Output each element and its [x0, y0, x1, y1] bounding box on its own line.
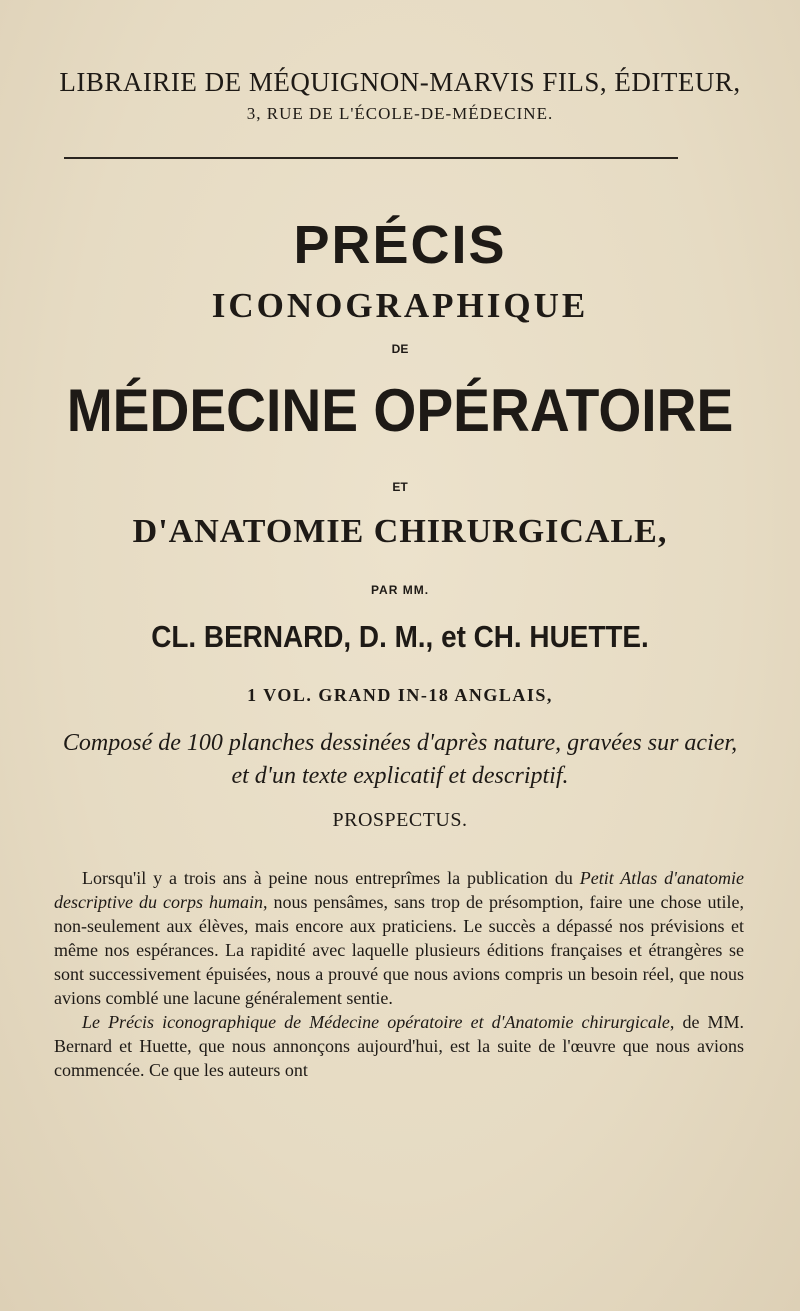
paragraph-1-book-title: Petit Atlas d'anatomie descriptive du corps humain	[54, 868, 744, 912]
title-iconographique: ICONOGRAPHIQUE	[211, 286, 589, 325]
title-connector-et: ET	[392, 480, 408, 494]
title-medecine-operatoire: MÉDECINE OPÉRATOIRE	[66, 377, 734, 444]
volume-format: 1 VOL. GRAND IN-18 ANGLAIS,	[247, 685, 553, 705]
authors: CL. BERNARD, D. M., et CH. HUETTE.	[151, 619, 649, 654]
composition-note: Composé de 100 planches dessinées d'après nature, gravées sur acier, et d'un texte explicatif et descriptif.	[62, 730, 738, 789]
paragraph-2-book-title: Le Précis iconographique de Médecine opératoire et d'Anatomie chirurgicale	[82, 1012, 670, 1032]
prospectus-body	[54, 866, 744, 1082]
paragraph-1-text-a: Lorsqu'il y a trois ans à peine nous entreprîmes la publication du	[82, 868, 580, 888]
paragraph-2-text: , de MM. Bernard et Huette, que nous annonçons aujourd'hui, est la suite de l'œuvre que nous avions commencée. Ce que les auteurs ont	[54, 1012, 744, 1080]
title-precis: PRÉCIS	[293, 215, 507, 275]
title-anatomie-chirurgicale: D'ANATOMIE CHIRURGICALE,	[132, 513, 668, 550]
title-connector-de: DE	[391, 342, 409, 356]
prospectus-heading: PROSPECTUS.	[332, 809, 468, 831]
prospectus-paragraph-2	[54, 1010, 744, 1082]
header-divider	[64, 157, 678, 159]
byline-label: PAR MM.	[370, 583, 430, 597]
publisher-address: 3, RUE DE L'ÉCOLE-DE-MÉDECINE.	[246, 104, 554, 123]
paragraph-1-text-b: , nous pensâmes, sans trop de présomption, faire une chose utile, non-seulement aux élèves, mais encore aux praticiens. Le succès a dépassé nos prévisions et même nos espérances. La rapidité avec laquelle plusieurs éditions françaises et étrangères se sont successivement épuisées, nous a prouvé que nous avions compris un besoin réel, que nous avions comblé une lacune généralement sentie.	[54, 892, 745, 1008]
publisher-line: LIBRAIRIE DE MÉQUIGNON-MARVIS FILS, ÉDITEUR,	[59, 67, 741, 97]
prospectus-paragraph-1	[54, 866, 744, 1010]
